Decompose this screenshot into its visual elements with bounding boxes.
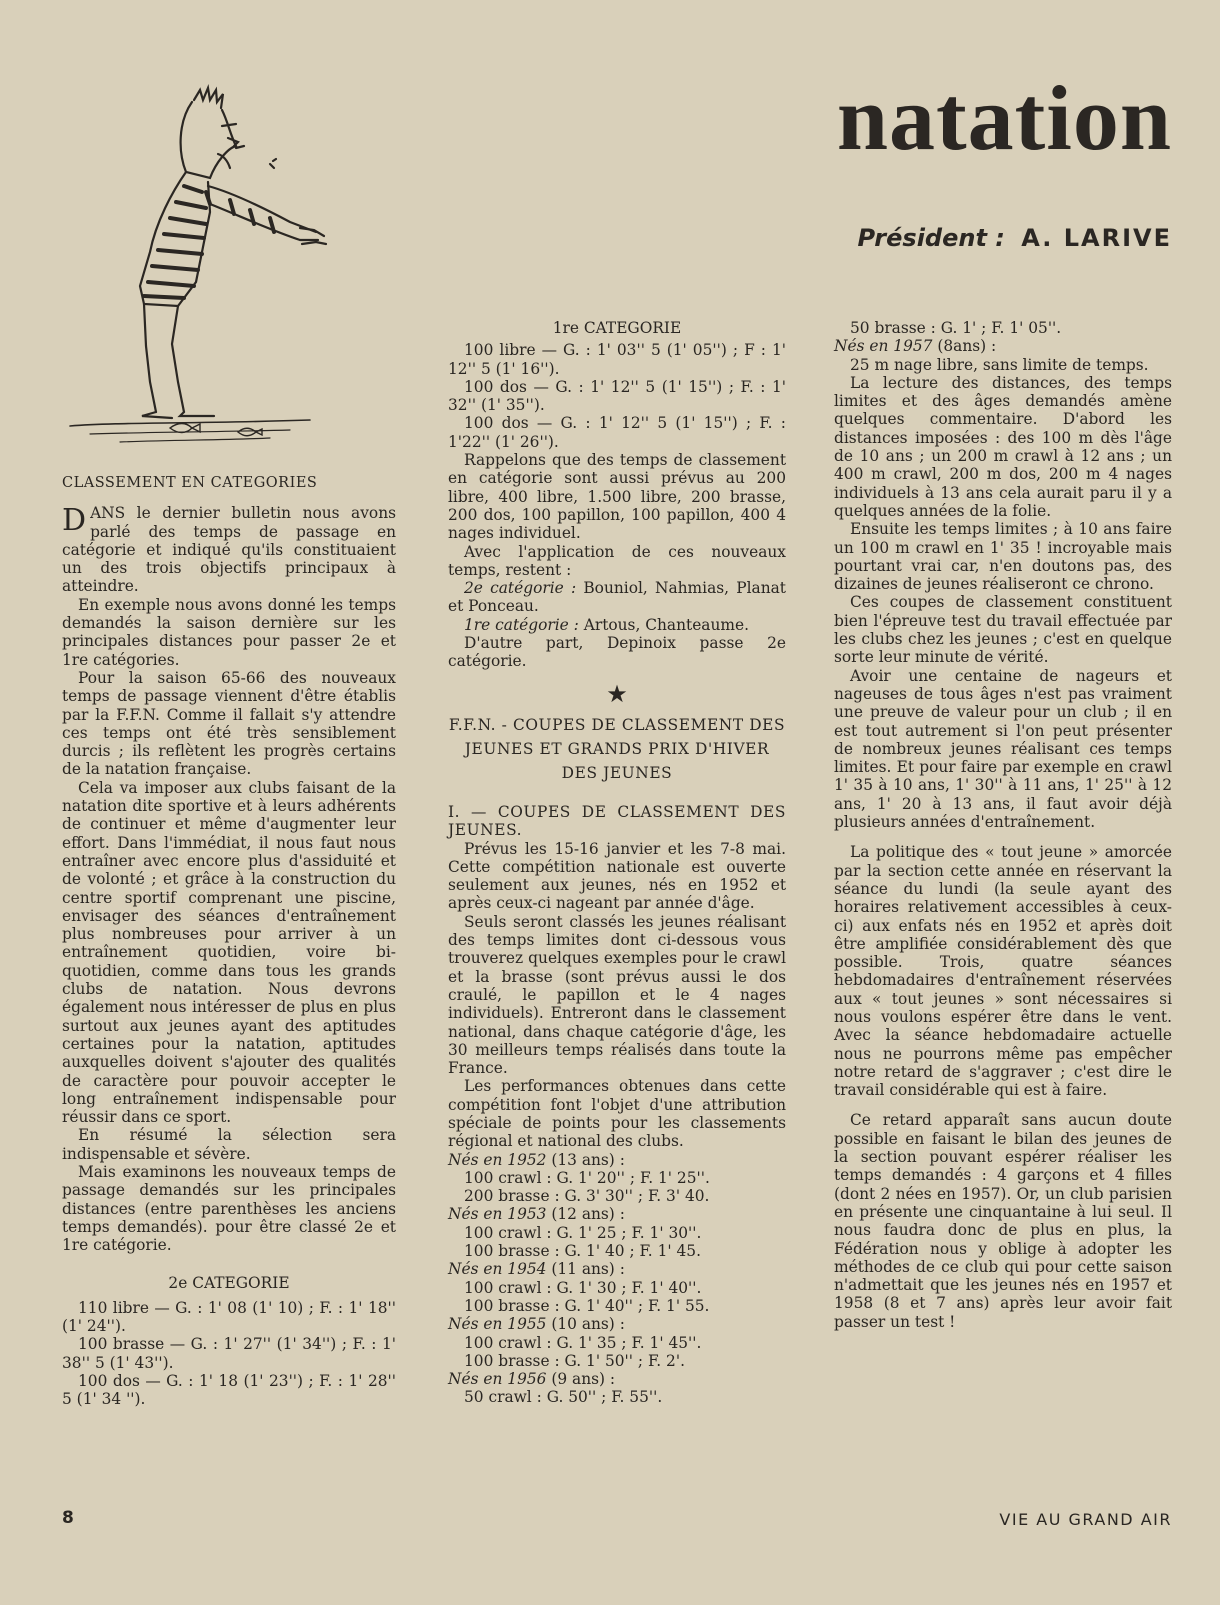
year-label: Nés en 1957 <box>834 337 933 356</box>
category-heading: 1re CATEGORIE <box>552 319 682 337</box>
age-line <box>834 337 1172 355</box>
paragraph: Pour la saison 65-66 des nouveaux temps de passage viennent d'être établis par la F.F.N. Comme il fallait s'y attendre ces temps ont été très sensiblement durcis ; ils reflètent les progrès certains de la natation française. <box>62 668 396 779</box>
page-number: 8 <box>62 1508 74 1528</box>
section-heading: CLASSEMENT EN CATEGORIES <box>62 475 318 491</box>
label: 2e catégorie : <box>464 579 577 598</box>
paragraph <box>62 504 396 595</box>
age: (13 ans) : <box>546 1150 625 1169</box>
president-label: Président : <box>857 224 1005 252</box>
column-left <box>62 474 396 1409</box>
time-line: 100 crawl : G. 1' 35 ; F. 1' 45''. <box>464 1333 702 1352</box>
time-line: 100 crawl : G. 1' 20'' ; F. 1' 25''. <box>464 1168 710 1187</box>
age-line <box>448 1260 786 1278</box>
time-line: 50 crawl : G. 50'' ; F. 55''. <box>464 1388 663 1407</box>
paragraph: Ces coupes de classement constituent bien l'épreuve test du travail effectuée par les clubs chez les jeunes ; c'est en quelque sorte leur minute de vérité. <box>834 593 1172 667</box>
time-line: 100 crawl : G. 1' 30 ; F. 1' 40''. <box>464 1278 702 1297</box>
paragraph: En exemple nous avons donné les temps demandés la saison dernière sur les principales distances pour passer 2e et 1re catégories. <box>62 595 396 669</box>
paragraph <box>448 579 786 616</box>
subsection-heading: I. — COUPES DE CLASSEMENT DES JEUNES. <box>448 802 786 840</box>
time-line: 25 m nage libre, sans limite de temps. <box>850 355 1149 374</box>
paragraph: Ensuite les temps limites ; à 10 ans faire un 100 m crawl en 1' 35 ! incroyable mais pourtant vrai car, n'en doutons pas, des dizaines de jeunes réaliseront ce chrono. <box>834 520 1172 594</box>
time-line: 50 brasse : G. 1' ; F. 1' 05''. <box>850 319 1062 337</box>
paragraph: Mais examinons les nouveaux temps de passage demandés sur les principales distances (entre parenthèses les anciens temps demandés). pour être classé 2e et 1re catégorie. <box>62 1162 396 1255</box>
age: (12 ans) : <box>546 1205 625 1224</box>
age-line <box>448 1205 786 1223</box>
time-line: 100 brasse — G. : 1' 27'' (1' 34'') ; F. : 1' 38'' 5 (1' 43''). <box>62 1335 396 1372</box>
paragraph: Seuls seront classés les jeunes réalisant des temps limites dont ci-dessous vous trouverez quelques exemples pour le crawl et la brasse (sont prévus aussi le dos craulé, le papillon et le 4 nages individuels). Entreront dans le classement national, dans chaque catégorie d'âge, les 30 meilleurs temps réalisés dans toute la France. <box>448 912 786 1078</box>
president-line <box>857 224 1172 252</box>
label: 1re catégorie : <box>464 615 579 634</box>
age-line <box>448 1315 786 1333</box>
time-line: 100 brasse : G. 1' 40 ; F. 1' 45. <box>464 1242 701 1261</box>
category-heading: 2e CATEGORIE <box>168 1274 290 1293</box>
age: (9 ans) : <box>546 1370 616 1389</box>
paragraph: Avec l'application de ces nouveaux temps, restent : <box>448 542 786 579</box>
column-middle <box>448 319 786 1407</box>
time-line: 100 dos — G. : 1' 18 (1' 23'') ; F. : 1' 28'' 5 (1' 34 ''). <box>62 1371 396 1409</box>
paragraph: Avoir une centaine de nageurs et nageuses de tous âges n'est pas vraiment une preuve de valeur pour un club ; il en est tout autrement si l'on peut présenter de nombreux jeunes réalisant ces temps limites. Et pour faire par exemple en crawl 1' 35 à 10 ans, 1' 30'' à 11 ans, 1' 25'' à 12 ans, 1' 20 à 13 ans, il faut avoir déjà plusieurs années d'entraînement. <box>834 666 1172 832</box>
time-line: 100 brasse : G. 1' 50'' ; F. 2'. <box>464 1351 685 1370</box>
year-label: Nés en 1956 <box>448 1370 547 1389</box>
time-line: 100 brasse : G. 1' 40'' ; F. 1' 55. <box>464 1296 710 1315</box>
president-name: A. LARIVE <box>1021 224 1172 252</box>
year-label: Nés en 1955 <box>448 1315 547 1334</box>
time-line: 100 dos — G. : 1' 12'' 5 (1' 15'') ; F. : 1'22'' (1' 26''). <box>448 414 786 451</box>
column-right <box>834 319 1172 1331</box>
paragraph-text: ANS le dernier bulletin nous avons parlé des temps de passage en catégorie et indiqué qu'ils constituaient un des trois objectifs principaux à atteindre. <box>62 504 396 596</box>
star-separator: ★ <box>606 679 628 708</box>
paragraph: Prévus les 15-16 janvier et les 7-8 mai. Cette compétition nationale est ouverte seulement aux jeunes, nés en 1952 et après ceux-ci nageant par année d'âge. <box>448 839 786 913</box>
time-line: 110 libre — G. : 1' 08 (1' 10) ; F. : 1' 18'' (1' 24''). <box>62 1298 396 1336</box>
age: (11 ans) : <box>546 1260 625 1279</box>
age: (8ans) : <box>932 337 997 356</box>
section-heading: F.F.N. - COUPES DE CLASSEMENT DES JEUNES ET GRANDS PRIX D'HIVER DES JEUNES <box>448 715 786 782</box>
drop-cap: D <box>62 503 87 539</box>
paragraph: Rappelons que des temps de classement en catégorie sont aussi prévus au 200 libre, 400 libre, 1.500 libre, 200 brasse, 200 dos, 100 papillon, 100 papillon, 400 4 nages individuel. <box>448 451 786 543</box>
paragraph <box>448 616 786 634</box>
age: (10 ans) : <box>546 1315 625 1334</box>
year-label: Nés en 1952 <box>448 1150 547 1169</box>
time-line: 200 brasse : G. 3' 30'' ; F. 3' 40. <box>464 1187 710 1206</box>
time-line: 100 dos — G. : 1' 12'' 5 (1' 15'') ; F. : 1' 32'' (1' 35''). <box>448 377 786 415</box>
time-line: 100 libre — G. : 1' 03'' 5 (1' 05'') ; F : 1' 12'' 5 (1' 16''). <box>448 341 786 378</box>
paragraph: La politique des « tout jeune » amorcée par la section cette année en réservant la séance du lundi (la seule ayant des horaires relativement accessibles à ceux-ci) aux enfats nés en 1952 et après doit être amplifiée considérablement dès que possible. Trois, quatre séances hebdomadaires d'entraînement réservées aux « tout jeunes » sont nécessaires si nous voulons espérer être dans le vent. Avec la séance hebdomadaire actuelle nous ne pourrons même pas empêcher notre retard de s'aggraver ; c'est dire le travail considérable qui est à faire. <box>834 843 1172 1100</box>
paragraph: En résumé la sélection sera indispensable et sévère. <box>62 1126 396 1163</box>
magazine-name: VIE AU GRAND AIR <box>999 1510 1172 1529</box>
year-label: Nés en 1953 <box>448 1205 547 1224</box>
age-line <box>448 1370 786 1388</box>
time-line: 100 crawl : G. 1' 25 ; F. 1' 30''. <box>464 1223 702 1242</box>
paragraph: Cela va imposer aux clubs faisant de la natation dite sportive et à leurs adhérents de continuer et même d'augmenter leur effort. Dans l'immédiat, il nous faut nous entraîner avec encore plus d'assiduité et de volonté ; et grâce à la construction du centre sportif comprenant une piscine, envisager des séances d'entraînement plus nombreuses pour arriver à un entraînement quotidien, voire bi-quotidien, comme dans tous les grands clubs de natation. Nous devrons également nous intéresser de plus en plus surtout aux jeunes ayant des aptitudes certaines pour la natation, aptitudes auxquelles doivent s'ajouter des qualités de caractère pour pouvoir accepter le long entraînement indispensable pour réussir dans ce sport. <box>62 778 396 1127</box>
paragraph: La lecture des distances, des temps limites et des âges demandés amène quelques commentaire. D'abord les distances imposées : des 100 m dès l'âge de 10 ans ; un 200 m crawl à 12 ans ; un 400 m crawl, 200 m dos, 200 m 4 nages individuels à 13 ans cela aurait paru il y a quelques années de la folie. <box>834 373 1172 520</box>
paragraph: Les performances obtenues dans cette compétition font l'objet d'une attribution spéciale de points pour les classements régional et national des clubs. <box>448 1077 786 1151</box>
page-title: natation <box>836 67 1172 169</box>
year-label: Nés en 1954 <box>448 1260 547 1279</box>
paragraph: D'autre part, Depinoix passe 2e catégorie. <box>448 634 786 671</box>
text: Bouniol, Nahmias, Planat et Ponceau. <box>448 579 786 616</box>
age-line <box>448 1151 786 1169</box>
swimmer-illustration <box>60 82 330 460</box>
paragraph: Ce retard apparaît sans aucun doute possible en faisant le bilan des jeunes de la section pouvant espérer réaliser les temps demandés : 4 garçons et 4 filles (dont 2 nées en 1957). Or, un club parisien en présente une cinquantaine à lui seul. Il nous faudra donc de plus en plus, la Fédération nous y oblige à adopter les méthodes de ce club qui pour cette saison n'admettait que les jeunes nés en 1957 et 1958 (8 et 7 ans) après leur avoir fait passer un test ! <box>834 1111 1172 1331</box>
text: Artous, Chanteaume. <box>578 615 749 634</box>
